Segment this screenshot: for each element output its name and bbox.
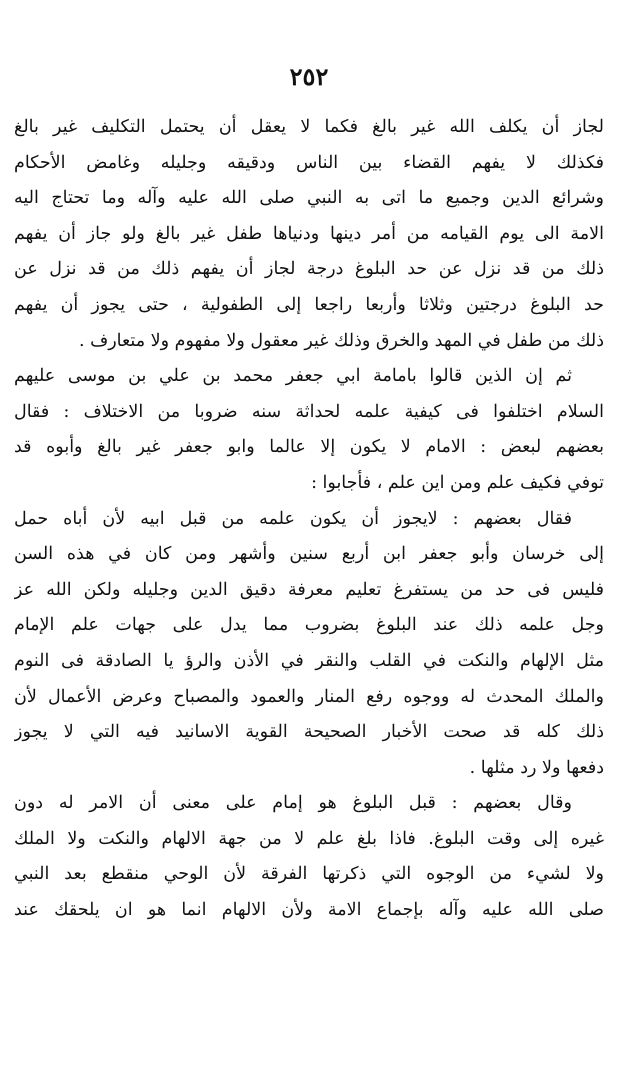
page-number: ٢٥٢	[289, 62, 329, 91]
text-line: توفي فكيف علم ومن اين علم ، فأجابوا :	[311, 472, 604, 493]
text-line: دفعها ولا رد مثلها .	[469, 757, 604, 778]
text-line: إلى خرسان وأبو جعفر ابن أربع سنين وأشهر ومن كان في هذه السن	[14, 544, 604, 565]
text-line: ذلك من طفل في المهد والخرق وذلك غير معقول ولا مفهوم ولا متعارف .	[78, 330, 604, 351]
text-line: والملك المحدث له ووجوه رفع المنار والعمود والمصباح وعرض الأعمال لأن	[14, 686, 604, 707]
text-line: السلام اختلفوا فى كيفية علمه لحداثة سنه ضروبا من الاختلاف : فقال	[14, 401, 604, 422]
text-line: ذلك كله قد صحت الأخبار الصحيحة القوية الاسانيد فيه التي لا يجوز	[14, 722, 604, 743]
text-line: لجاز أن يكلف الله غير بالغ فكما لا يعقل أن يحتمل التكليف غير بالغ	[14, 117, 604, 137]
text-line: صلى الله عليه وآله بإجماع الامة ولأن الالهام انما هو ان يلحقك عند	[14, 900, 604, 921]
body-text	[14, 110, 604, 929]
text-line: مثل الإلهام والنكت في القلب والنقر في الأذن والرؤ يا الصادقة فى النوم	[14, 650, 604, 671]
text-line: وقال بعضهم : قبل البلوغ هو إمام على معنى أن الامر له دون	[14, 793, 572, 814]
text-line: ذلك من قد نزل عن حد البلوغ درجة لجاز أن يفهم ذلك من قد نزل عن	[14, 259, 604, 280]
text-line: غيره إلى وقت البلوغ. فاذا بلغ علم لا من جهة الالهام والنكت ولا الملك	[14, 828, 604, 849]
text-line: بعضهم لبعض : الامام لا يكون إلا عالما وابو جعفر غير بالغ وأبوه قد	[14, 437, 604, 458]
text-line: فقال بعضهم : لايجوز أن يكون علمه من قبل ابيه لأن أباه حمل	[14, 508, 572, 529]
text-line: ثم إن الذين قالوا بامامة ابي جعفر محمد بن علي بن موسى عليهم	[14, 366, 572, 387]
text-line: وشرائع الدين وجميع ما اتى به النبي صلى الله عليه وآله وما تحتاج اليه	[14, 188, 604, 209]
text-line: فكذلك لا يفهم القضاء بين الناس ودقيقه وجليله وغامض الأحكام	[14, 152, 604, 173]
text-line: وجل علمه ذلك عند البلوغ بضروب مما يدل على جهات علم الإمام	[14, 615, 604, 636]
text-line: فليس فى حد من يستفرغ تعليم معرفة دقيق الدين وجليله ولكن الله عز	[14, 579, 604, 600]
text-line: حد البلوغ درجتين وثلاثا وأربعا راجعا إلى الطفولية ، حتى يجوز أن يفهم	[14, 294, 604, 315]
text-line: الامة الى يوم القيامه من أمر دينها ودنياها طفل غير بالغ ولو جاز أن يفهم	[14, 223, 604, 244]
text-line: ولا لشيء من الوجوه التي ذكرتها الفرقة لأن الوحي منقطع بعد النبي	[14, 864, 604, 885]
